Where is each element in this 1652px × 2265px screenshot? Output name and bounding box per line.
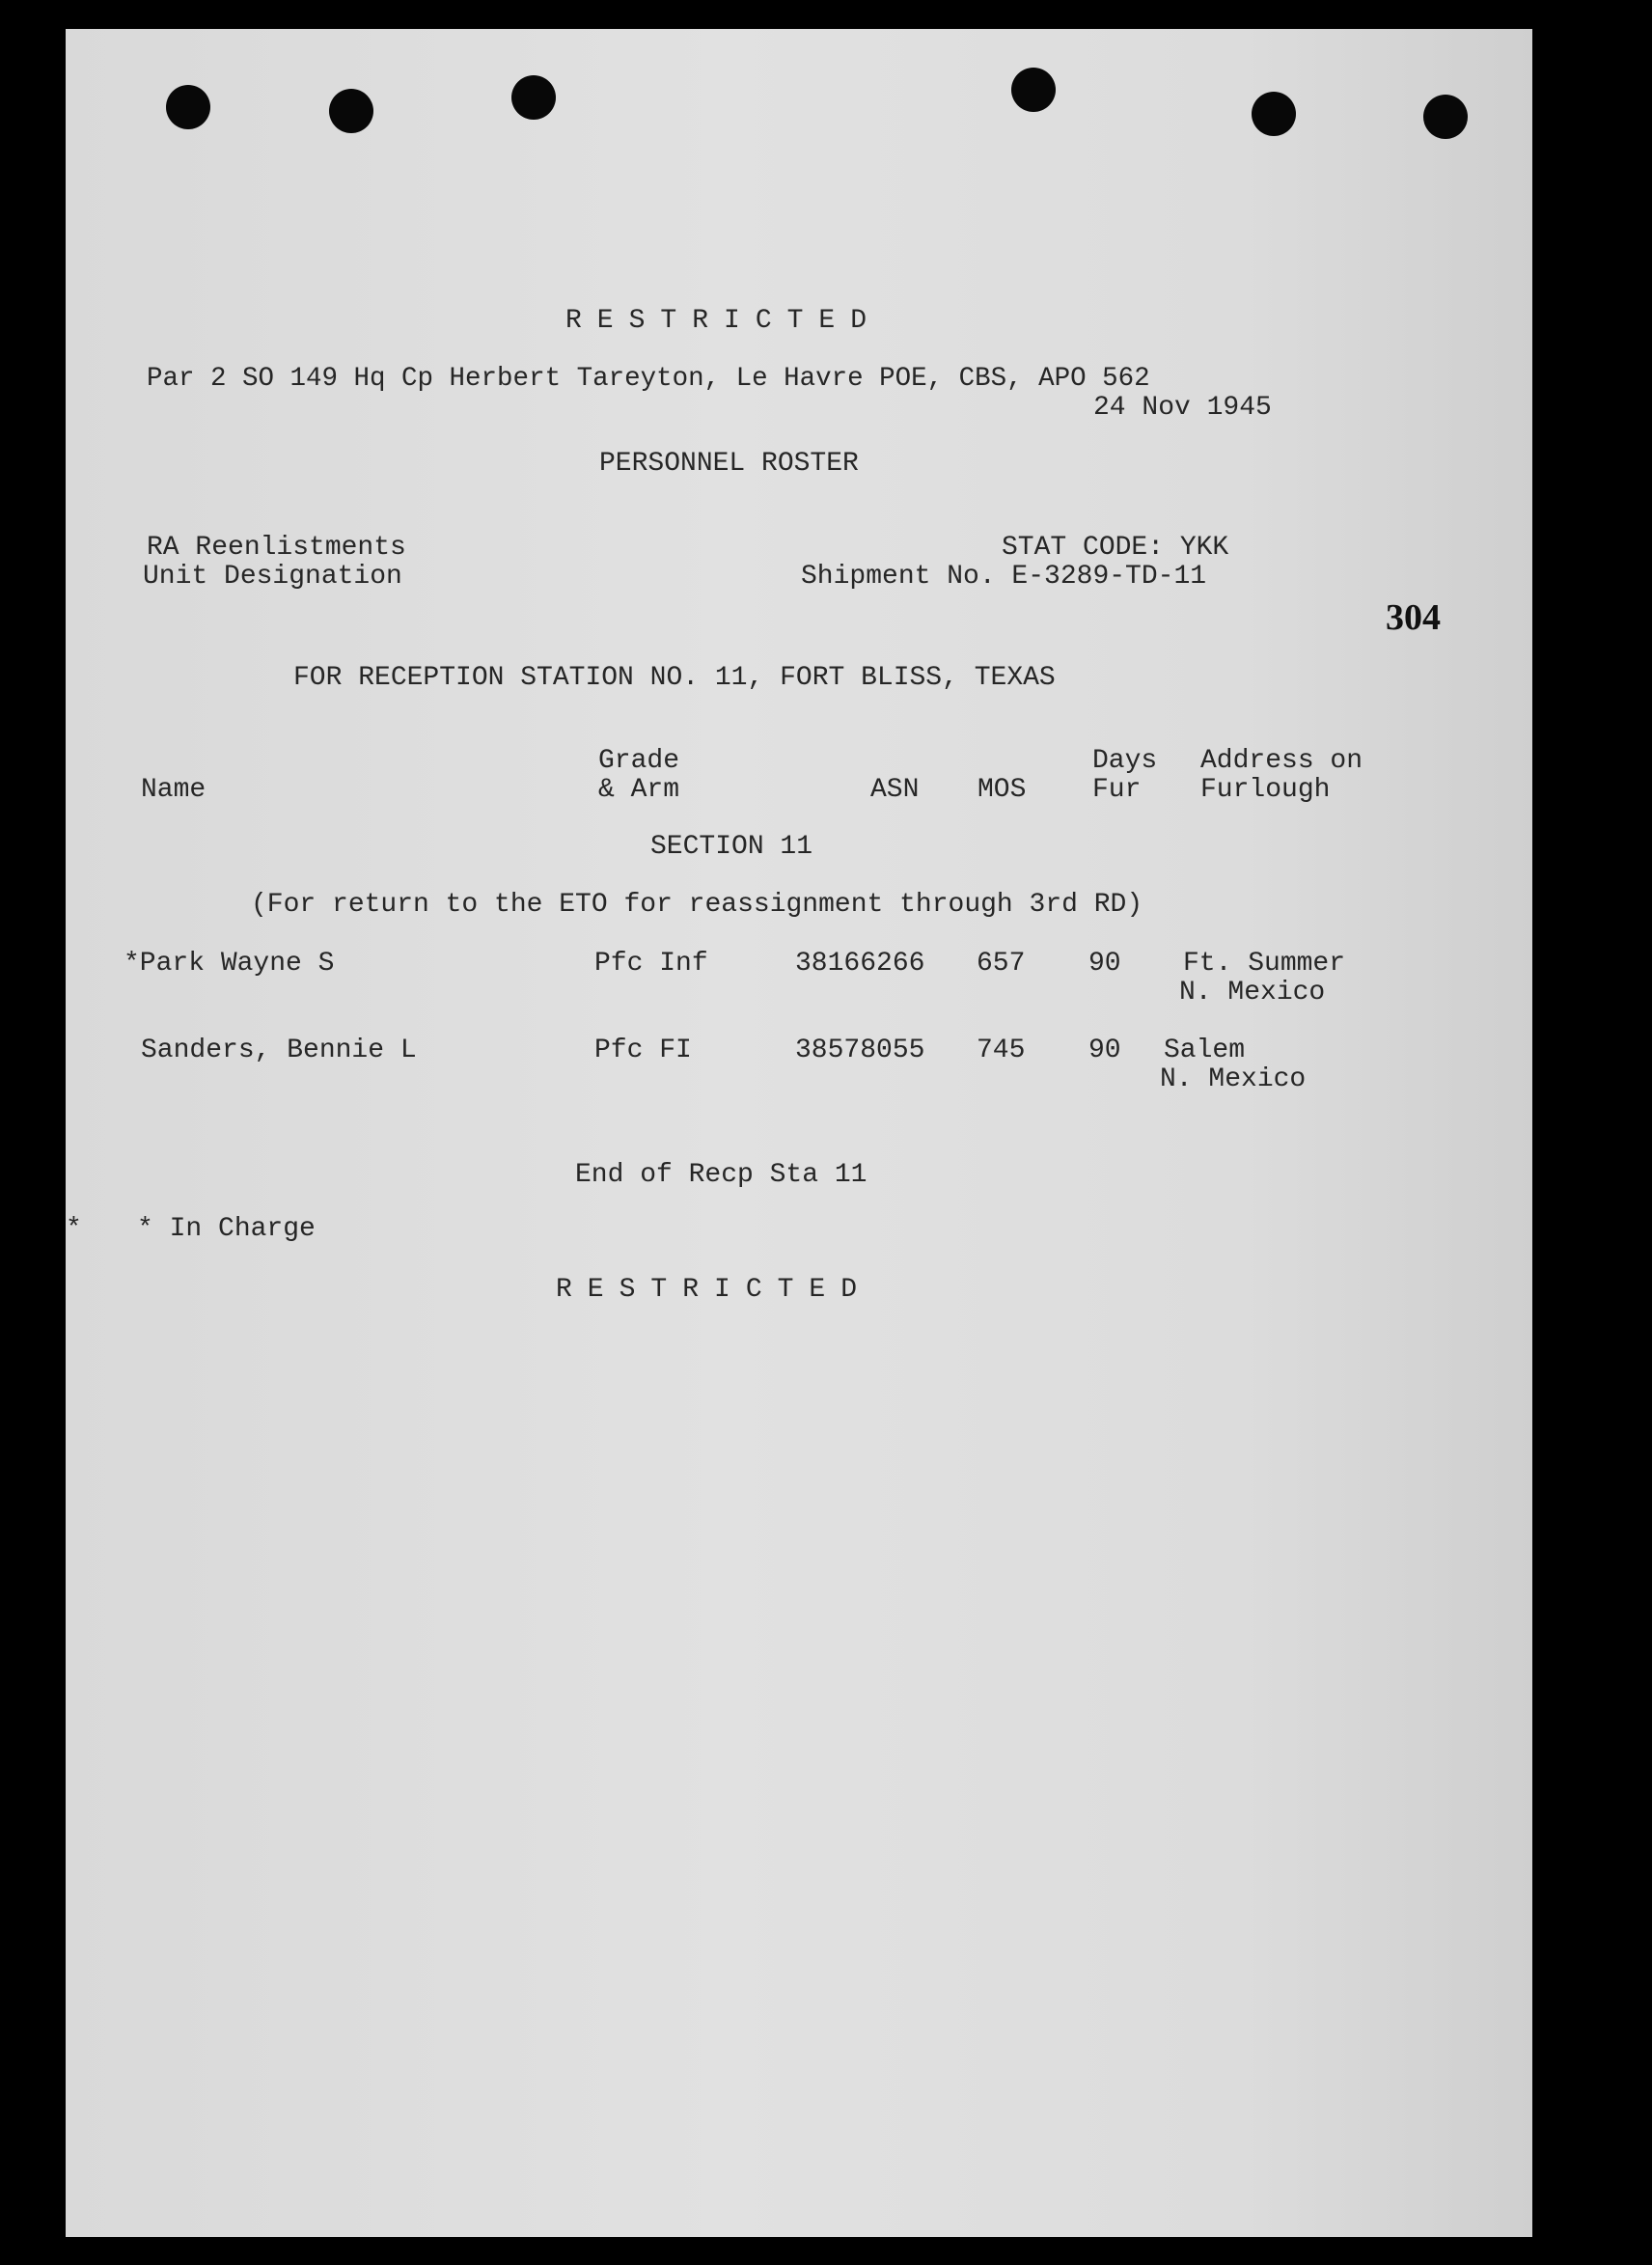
col-header-name: Name xyxy=(141,775,206,805)
unit-designation-label: Unit Designation xyxy=(143,562,402,592)
punch-hole xyxy=(1011,68,1056,112)
row-2-address-1: Salem xyxy=(1164,1036,1246,1065)
destination-line: FOR RECEPTION STATION NO. 11, FORT BLISS, TEXAS xyxy=(293,663,1056,693)
in-charge-note: * In Charge xyxy=(137,1214,316,1244)
restricted-bottom: RESTRICTED xyxy=(556,1275,873,1305)
col-header-grade-1: Grade xyxy=(598,746,680,776)
col-header-address-1: Address on xyxy=(1200,746,1363,776)
row-2-name: Sanders, Bennie L xyxy=(141,1036,417,1065)
punch-hole xyxy=(1252,92,1296,136)
row-1-grade: Pfc Inf xyxy=(594,949,708,979)
col-header-mos: MOS xyxy=(977,775,1027,805)
stat-code: STAT CODE: YKK xyxy=(1002,533,1229,563)
document-page xyxy=(66,29,1532,2237)
unit-name: RA Reenlistments xyxy=(147,533,406,563)
shipment-number: Shipment No. E-3289-TD-11 xyxy=(801,562,1207,592)
row-2-address-2: N. Mexico xyxy=(1160,1064,1307,1094)
col-header-days-2: Fur xyxy=(1092,775,1142,805)
section-title: SECTION 11 xyxy=(650,832,813,862)
punch-hole xyxy=(166,85,210,129)
restricted-top: RESTRICTED xyxy=(565,306,883,336)
row-2-mos: 745 xyxy=(977,1036,1026,1065)
row-2-asn: 38578055 xyxy=(795,1036,925,1065)
col-header-days-1: Days xyxy=(1092,746,1158,776)
order-line: Par 2 SO 149 Hq Cp Herbert Tareyton, Le Havre POE, CBS, APO 562 xyxy=(147,364,1150,394)
punch-hole xyxy=(329,89,373,133)
col-header-address-2: Furlough xyxy=(1200,775,1331,805)
end-line: End of Recp Sta 11 xyxy=(575,1160,867,1190)
row-2-days: 90 xyxy=(1088,1036,1121,1065)
row-1-address-1: Ft. Summer xyxy=(1183,949,1346,979)
roster-title: PERSONNEL ROSTER xyxy=(599,449,859,479)
row-1-address-2: N. Mexico xyxy=(1179,978,1326,1008)
section-note: (For return to the ETO for reassignment through 3rd RD) xyxy=(251,890,1143,920)
row-1-mos: 657 xyxy=(977,949,1026,979)
order-date: 24 Nov 1945 xyxy=(1093,393,1272,423)
col-header-grade-2: & Arm xyxy=(598,775,680,805)
punch-hole xyxy=(1423,95,1468,139)
col-header-asn: ASN xyxy=(870,775,920,805)
page-number: 304 xyxy=(1386,597,1441,638)
row-2-grade: Pfc FI xyxy=(594,1036,692,1065)
row-1-days: 90 xyxy=(1088,949,1121,979)
margin-asterisk: * xyxy=(66,1214,82,1244)
punch-hole xyxy=(511,75,556,120)
row-1-name: *Park Wayne S xyxy=(124,949,335,979)
row-1-asn: 38166266 xyxy=(795,949,925,979)
